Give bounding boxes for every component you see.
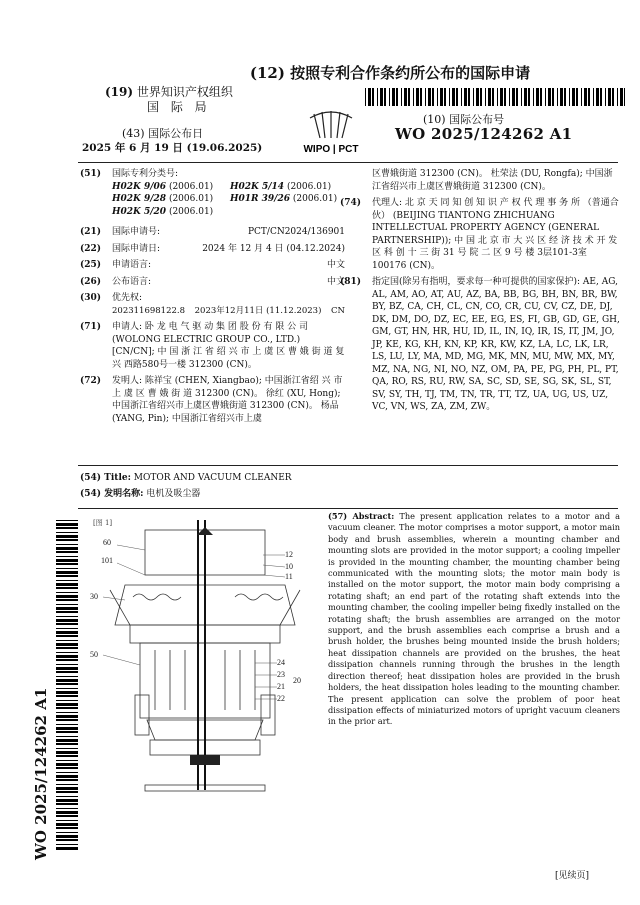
- pubno-label: (10) 国际公布号: [423, 113, 505, 126]
- inventor-continued: [340, 168, 620, 193]
- ipc-entry: H01R 39/26 (2006.01): [230, 194, 338, 204]
- field-72: (72) 发明人: 陈祥宝 (CHEN, Xiangbao); 中国浙江省绍 兴 市 上 虞 区 曹 娥 街 道 312300 (CN)。 徐红 (XU, Hong); 中国浙江省绍兴市上虞区曹娥街道 312300 (CN)。 杨品 (YANG, Pin); 中国浙江省绍兴市上虞: [80, 375, 345, 425]
- title-divider: [78, 508, 618, 509]
- ref-label: 22: [277, 694, 285, 703]
- field-26: (26) 公布语言: 中文: [80, 276, 345, 287]
- ref-label: 24: [277, 658, 285, 667]
- pub-lang-value: 中文: [326, 276, 345, 287]
- priority-country: CN: [331, 305, 345, 316]
- ipc-grid: [112, 181, 345, 219]
- field-51: [80, 168, 345, 218]
- priority-date: 2023年12月11日 (11.12.2023): [194, 305, 322, 316]
- title-en: MOTOR AND VACUUM CLEANER: [133, 473, 292, 483]
- org-name: 世界知识产权组织: [136, 85, 233, 99]
- ref-label: 23: [277, 670, 285, 679]
- app-no-label: 国际申请号:: [112, 227, 161, 237]
- right-bibliographic-column: [340, 168, 620, 418]
- field-21: (21) 国际申请号: PCT/CN2024/136901: [80, 227, 345, 237]
- organization-block: [105, 85, 265, 115]
- side-publication-number: WO 2025/124262 A1: [32, 687, 50, 860]
- ipc-entry: H02K 9/28 (2006.01): [112, 194, 214, 204]
- priority-label: 优先权:: [112, 293, 143, 303]
- motor-drawing: [85, 515, 325, 805]
- ref-label: 21: [277, 682, 285, 691]
- abstract-text: The present application relates to a motor and a vacuum cleaner. The motor comprises a motor support, a motor main body and brush assemblies, wherein a mounting chamber and mounting slots are provided in the motor support; a cooling impeller is provided in the mounting chamber, the mounting chamber being communicated with the mounting slots; the motor main body is installed on the motor support, the motor main body comprising a rotating shaft; an end part of the rotating shaft extends into the mounting chamber, the cooling impeller being fixedly installed on the rotating shaft; the brush assemblies are arranged on the motor support, and the brush assemblies each comprise a brush and a brush holder, the brushes being mounted inside the brush holders; heat dissipation channels are provided on the brushes, the heat dissipation channels running through the brushes in the length direction thereof; heat dissipation holes are provided in the brush holders, the heat dissipation holes leading to the mounting chamber. The present application can solve the problem of poor heat dissipation effects of miniaturized motors of upright vacuum cleaners in the prior art.: [328, 511, 620, 727]
- title-cn: 电机及吸尘器: [146, 489, 201, 499]
- ref-label: 30: [90, 592, 98, 601]
- field-74: (74) 代理人: 北 京 天 同 知 创 知 识 产 权 代 理 事 务 所 （普通合伙） (BEIJING TIANTONG ZHICHUANG INTELLECTUAL PROPERTY AGENCY (GENERAL PARTNERSHIP)); 中 国 北 京 市 大 兴 区 经 济 技 术 开 发 区 科 创 十 三 街 31 号 院 二 区 9 号 楼 3层101-3室 100176 (CN)。: [340, 198, 619, 271]
- abstract: [328, 511, 620, 728]
- title-cn-key: (54) 发明名称:: [80, 489, 144, 499]
- abstract-key: (57) Abstract:: [328, 511, 395, 521]
- pubno-value: WO 2025/124262 A1: [395, 125, 573, 143]
- ipc-label: 国际专利分类号:: [112, 169, 179, 179]
- filing-lang-label: 申请语言:: [112, 260, 152, 270]
- left-bibliographic-column: [80, 168, 345, 429]
- continued-label: [见续页]: [555, 871, 590, 881]
- ipc-entry: H02K 5/20 (2006.01): [112, 206, 214, 217]
- filing-lang-value: 中文: [326, 260, 345, 270]
- ref-label: 20: [293, 676, 301, 685]
- field-81: (81) 指定国(除另有指明，要求每一种可提供的国家保护): AE, AG, AL, AM, AO, AT, AU, AZ, BA, BB, BG, BH, BN, BR, BW, BY, BZ, CA, CH, CL, CN, CO, CR, CU, CV, CZ, DE, DJ, DK, DM, DO, DZ, EC, EE, EG, ES, FI, GB, GD, GE, GH, GM, GT, HN, HR, HU, ID, IL, IN, IQ, IR, IS, IT, JM, JO, JP, KE, KG, KH, KN, KP, KR, KW, KZ, LA, LC, LK, LR, LS, LU, LY, MA, MD, MG, MK, MN, MU, MW, MX, MY, MZ, NA, NG, NI, NO, NZ, OM, PA, PE, PG, PH, PL, PT, QA, RO, RS, RU, RW, SA, SC, SD, SE, SG, SK, SL, ST, SV, SY, TH, TJ, TM, TN, TR, TT, TZ, UA, UG, US, UZ, VC, VN, WS, ZA, ZM, ZW。: [340, 277, 620, 412]
- app-no-value: PCT/CN2024/136901: [247, 227, 345, 237]
- title-en-key: (54) Title:: [80, 473, 131, 483]
- agent-text: 代理人: 北 京 天 同 知 创 知 识 产 权 代 理 事 务 所 （普通合伙） (BEIJING TIANTONG ZHICHUANG INTELLECTUAL PROPERTY AGENCY (GENERAL PARTNERSHIP)); 中 国 北 京 市 大 兴 区 经 济 技 术 开 发 区 科 创 十 三 街 31 号 院 二 区 9 号 楼 3层101-3室 100176 (CN)。: [372, 198, 619, 271]
- applicant-text: 申请人: 卧 龙 电 气 驱 动 集 团 股 份 有 限 公 司 (WOLONG ELECTRIC GROUP CO., LTD.) [CN/CN]; 中 国 浙 江 省 绍 兴 市 上 虞 区 曹 娥 街 道 复 兴 西路580号一楼 312300 (CN)。: [112, 322, 345, 370]
- ref-label: 101: [101, 556, 113, 565]
- org-number: (19): [105, 85, 134, 99]
- ref-label: 11: [285, 572, 293, 581]
- app-date-value: 2024 年 12 月 4 日 (04.12.2024): [202, 243, 345, 254]
- ref-label: 50: [90, 650, 98, 659]
- inventor-continued-text: 区曹娥街道 312300 (CN)。 杜荣法 (DU, Rongfa); 中国浙江省绍兴市上虞区曹娥街道 312300 (CN)。: [372, 169, 613, 192]
- field-key: (51): [80, 169, 102, 179]
- ipc-entry: H02K 9/06 (2006.01): [112, 181, 214, 192]
- org-sub: 国 际 局: [147, 100, 211, 114]
- barcode-top: [365, 88, 625, 106]
- ipc-entry: H02K 5/14 (2006.01): [230, 181, 332, 192]
- title-block: [80, 472, 620, 501]
- wipo-pct-logo: [296, 108, 366, 158]
- biblio-divider: [78, 465, 618, 466]
- ref-label: 10: [285, 562, 293, 571]
- pubdate-value: 2025 年 6 月 19 日 (19.06.2025): [82, 142, 263, 154]
- pub-lang-label: 公布语言:: [112, 276, 152, 287]
- field-30: (30) 优先权: 202311698122.8 2023年12月11日 (11.12.2023) CN: [80, 293, 345, 316]
- logo-text: WIPO | PCT: [303, 144, 359, 155]
- figure-label: [图 1]: [93, 519, 113, 527]
- priority-number: 202311698122.8: [112, 305, 186, 316]
- field-71: (71) 申请人: 卧 龙 电 气 驱 动 集 团 股 份 有 限 公 司 (WOLONG ELECTRIC GROUP CO., LTD.) [CN/CN]; 中 国 浙 江 省 绍 兴 市 上 虞 区 曹 娥 街 道 复 兴 西路580号一楼 312300 (CN)。: [80, 322, 345, 370]
- pubdate-label: (43) 国际公布日: [122, 127, 204, 140]
- field-25: (25) 申请语言: 中文: [80, 260, 345, 270]
- header-divider: [78, 162, 618, 163]
- inventor-text: 发明人: 陈祥宝 (CHEN, Xiangbao); 中国浙江省绍 兴 市 上 虞 区 曹 娥 街 道 312300 (CN)。 徐红 (XU, Hong); 中国浙江省绍兴市上虞区曹娥街道 312300 (CN)。 杨品 (YANG, Pin); 中国浙江省绍兴市上虞: [112, 376, 343, 424]
- document-title: (12) 按照专利合作条约所公布的国际申请: [249, 64, 531, 82]
- designated-states-text: 指定国(除另有指明，要求每一种可提供的国家保护): AE, AG, AL, AM, AO, AT, AU, AZ, BA, BB, BG, BH, BN, BR, BW, BY, BZ, CA, CH, CL, CN, CO, CR, CU, CV, CZ, DE, DJ, DK, DM, DO, DZ, EC, EE, EG, ES, FI, GB, GD, GE, GH, GM, GT, HN, HR, HU, ID, IL, IN, IQ, IR, IS, IT, JM, JO, JP, KE, KG, KH, KN, KP, KR, KW, KZ, LA, LC, LK, LR, LS, LU, LY, MA, MD, MG, MK, MN, MU, MW, MX, MY, MZ, NA, NG, NI, NO, NZ, OM, PA, PE, PG, PH, PL, PT, QA, RO, RS, RU, RW, SA, SC, SD, SE, SG, SK, SL, ST, SV, SY, TH, TJ, TM, TN, TR, TT, TZ, UA, UG, US, UZ, VC, VN, WS, ZA, ZM, ZW。: [372, 277, 620, 412]
- publication-number-block: [395, 113, 625, 141]
- publication-date-block: [82, 127, 282, 155]
- ref-label: 12: [285, 550, 293, 559]
- field-22: (22) 国际申请日: 2024 年 12 月 4 日 (04.12.2024): [80, 243, 345, 254]
- app-date-label: 国际申请日:: [112, 243, 161, 254]
- barcode-side: [56, 520, 78, 850]
- ref-label: 60: [103, 538, 111, 547]
